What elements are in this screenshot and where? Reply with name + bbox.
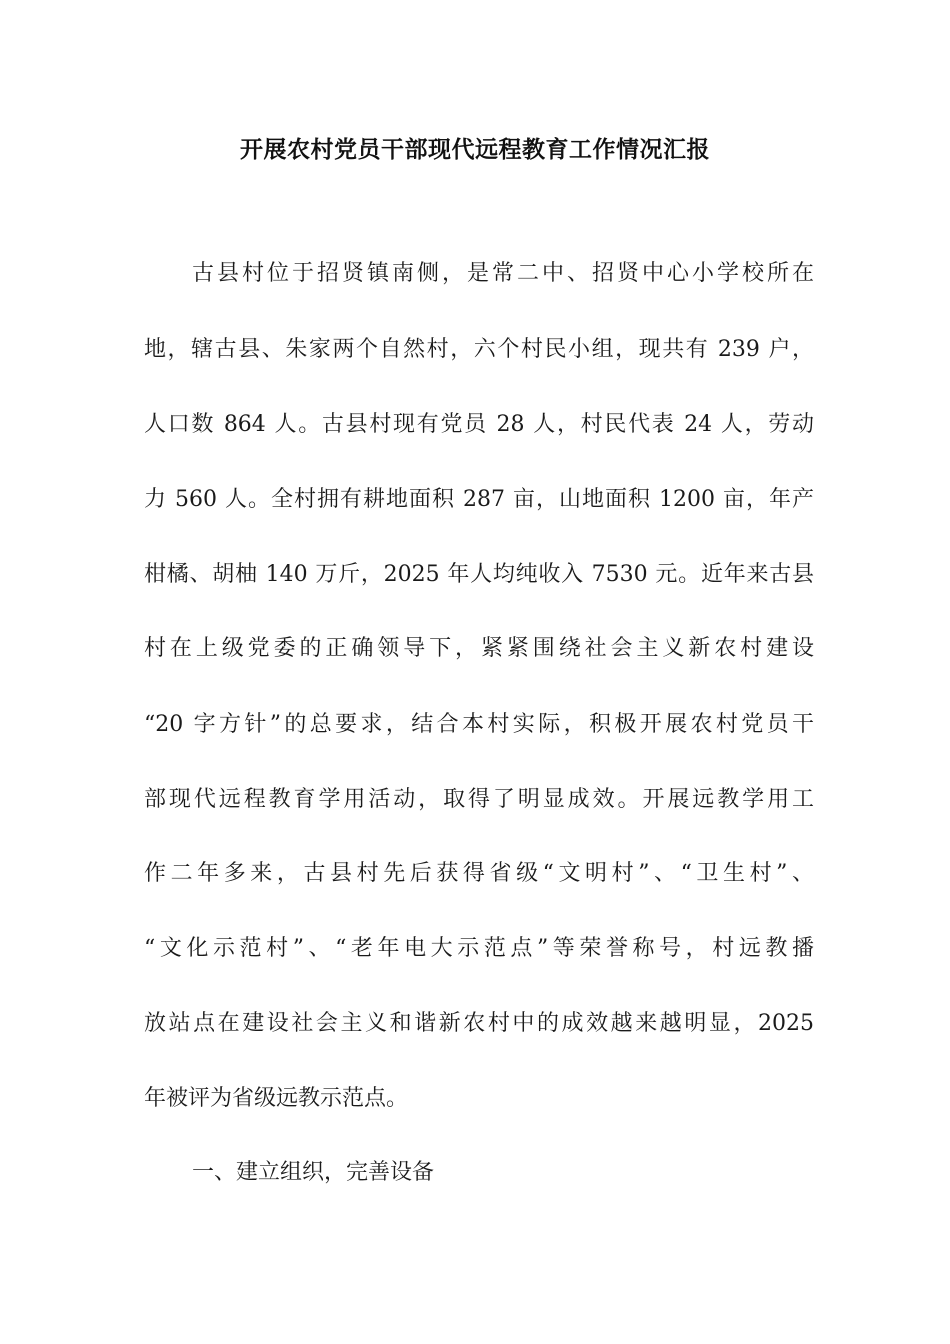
paragraph-line: 作二年多来，古县村先后获得省级“文明村”、“卫生村”、 xyxy=(144,861,814,886)
paragraph-line: 放站点在建设社会主义和谐新农村中的成效越来越明显，2025 xyxy=(144,1011,814,1036)
paragraph-line: 地，辖古县、朱家两个自然村，六个村民小组，现共有 239 户， xyxy=(144,337,814,362)
paragraph-line: 年被评为省级远教示范点。 xyxy=(144,1086,409,1111)
paragraph-line: 部现代远程教育学用活动，取得了明显成效。开展远教学用工 xyxy=(144,787,814,812)
paragraph-line: “20 字方针”的总要求，结合本村实际，积极开展农村党员干 xyxy=(144,712,814,737)
paragraph-line: 古县村位于招贤镇南侧，是常二中、招贤中心小学校所在 xyxy=(192,261,814,286)
paragraph-line: 村在上级党委的正确领导下，紧紧围绕社会主义新农村建设 xyxy=(144,636,814,661)
document-title: 开展农村党员干部现代远程教育工作情况汇报 xyxy=(240,136,710,163)
paragraph-line: 力 560 人。全村拥有耕地面积 287 亩，山地面积 1200 亩，年产 xyxy=(144,487,814,512)
paragraph-line: “文化示范村”、“老年电大示范点”等荣誉称号，村远教播 xyxy=(144,936,814,961)
paragraph-line: 人口数 864 人。古县村现有党员 28 人，村民代表 24 人，劳动 xyxy=(144,412,814,437)
paragraph-line: 柑橘、胡柚 140 万斤，2025 年人均纯收入 7530 元。近年来古县 xyxy=(144,562,814,587)
section-heading: 一、建立组织，完善设备 xyxy=(192,1160,435,1185)
